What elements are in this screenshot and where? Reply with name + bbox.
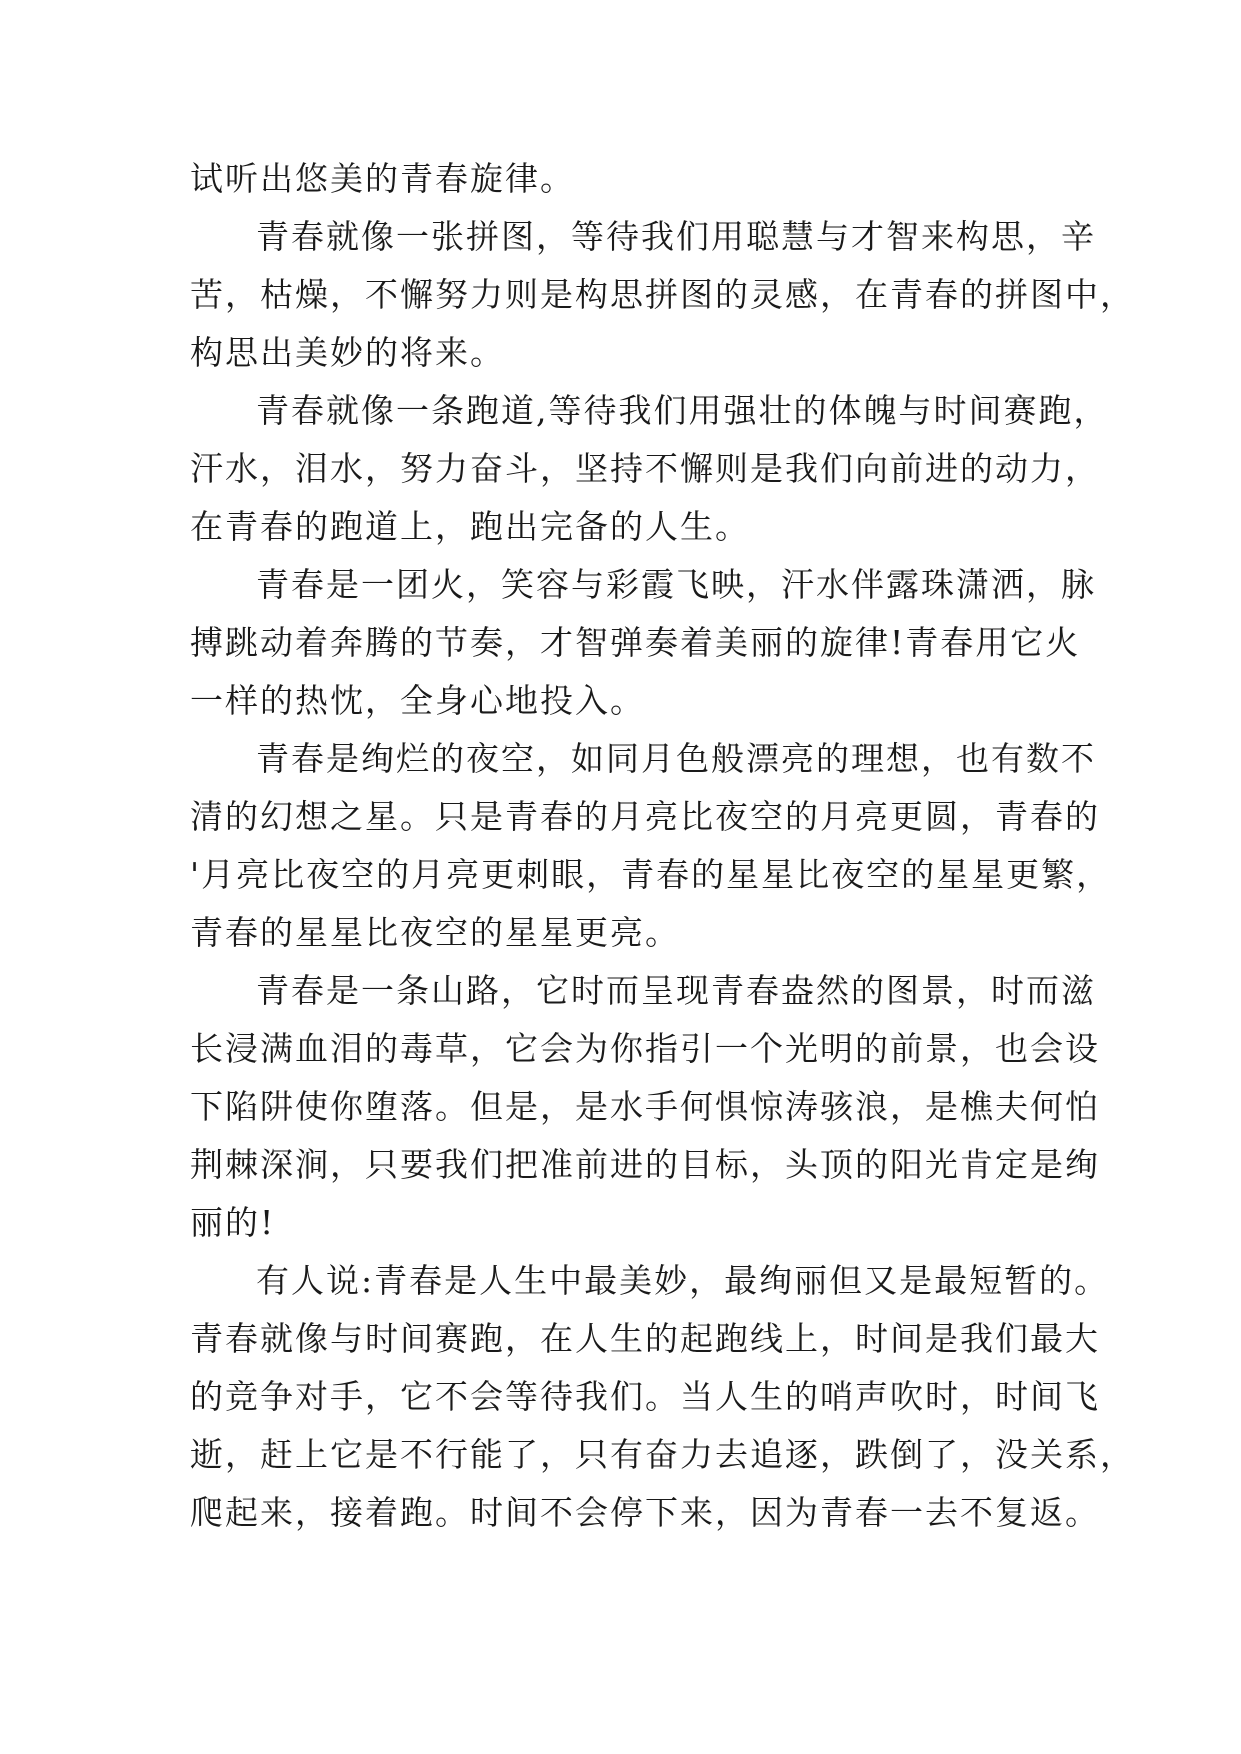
text-line: 青春就像与时间赛跑，在人生的起跑线上，时间是我们最大 [190,1319,1100,1358]
text-line: 长浸满血泪的毒草，它会为你指引一个光明的前景，也会设 [190,1029,1100,1068]
text-line: 汗水，泪水，努力奋斗，坚持不懈则是我们向前进的动力， [190,449,1100,488]
text-line: 在青春的跑道上，跑出完备的人生。 [190,507,750,546]
essay-body [190,150,1135,1542]
text-line: 的竞争对手，它不会等待我们。当人生的哨声吹时，时间飞 [190,1377,1100,1416]
text-line: 逝，赶上它是不行能了，只有奋力去追逐，跌倒了，没关系， [190,1435,1135,1474]
paragraph [190,208,1135,382]
text-line: 有人说:青春是人生中最美妙，最绚丽但又是最短暂的。 [256,1261,1110,1300]
text-line: 苦，枯燥，不懈努力则是构思拼图的灵感，在青春的拼图中， [190,275,1135,314]
text-line: 搏跳动着奔腾的节奏，才智弹奏着美丽的旋律!青春用它火 [190,623,1081,662]
text-line: 清的幻想之星。只是青春的月亮比夜空的月亮更圆，青春的 [190,797,1100,836]
text-line: 下陷阱使你堕落。但是，是水手何惧惊涛骇浪，是樵夫何怕 [190,1087,1100,1126]
paragraph [190,730,1112,962]
text-line: 青春是绚烂的夜空，如同月色般漂亮的理想，也有数不 [256,739,1096,778]
paragraph [190,150,1070,208]
paragraph [190,382,1109,556]
text-line: 一样的热忱，全身心地投入。 [190,681,645,720]
text-line: 青春是一团火，笑容与彩霞飞映，汗水伴露珠潇洒，脉 [256,565,1096,604]
text-line: 试听出悠美的青春旋律。 [190,159,575,198]
text-line: 爬起来，接着跑。时间不会停下来，因为青春一去不复返。 [190,1493,1100,1532]
text-line: 青春的星星比夜空的星星更亮。 [190,913,680,952]
paragraph [190,962,1100,1252]
text-line: 青春就像一张拼图，等待我们用聪慧与才智来构思，辛 [256,217,1096,256]
paragraph [190,1252,1135,1542]
text-line: '月亮比夜空的月亮更刺眼，青春的星星比夜空的星星更繁， [190,855,1112,894]
text-line: 荆棘深涧，只要我们把准前进的目标，头顶的阳光肯定是绚 [190,1145,1100,1184]
paragraph [190,556,1096,730]
text-line: 青春是一条山路，它时而呈现青春盎然的图景，时而滋 [256,971,1096,1010]
text-line: 构思出美妙的将来。 [190,333,505,372]
text-line: 丽的! [190,1203,276,1242]
text-line: 青春就像一条跑道,等待我们用强壮的体魄与时间赛跑， [256,391,1109,430]
